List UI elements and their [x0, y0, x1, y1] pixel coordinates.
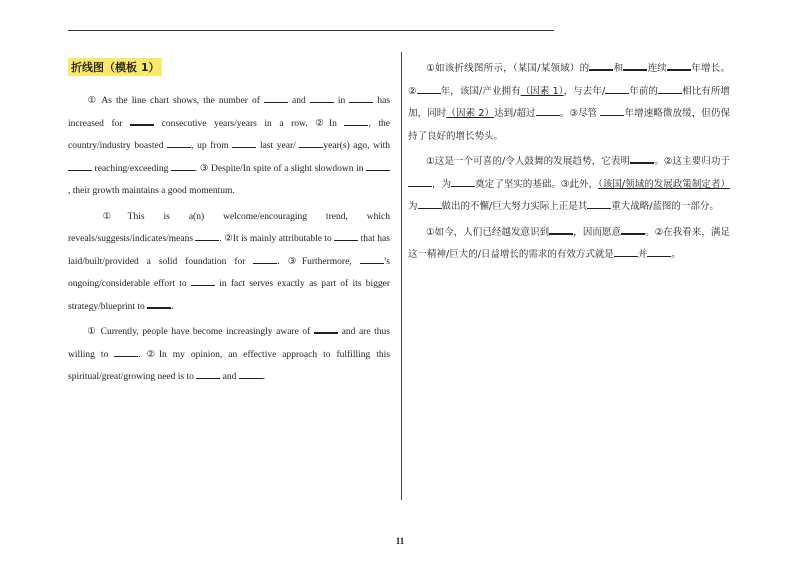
text-run: 做出的不懈/巨大努力实际上正是其 [441, 201, 588, 212]
fill-blank[interactable] [647, 247, 671, 257]
left-paragraph-2 [68, 206, 390, 319]
fill-blank[interactable] [310, 93, 334, 103]
fill-blank[interactable] [334, 231, 358, 241]
fill-blank[interactable] [417, 84, 441, 94]
text-run: last year/ [256, 141, 300, 151]
text-run: ，为 [432, 178, 452, 190]
fill-blank[interactable] [253, 254, 277, 264]
fill-blank[interactable] [196, 369, 220, 379]
text-run: 相比有所增加，同时 [408, 85, 730, 119]
fill-blank[interactable] [630, 153, 654, 164]
fill-blank[interactable] [549, 224, 573, 235]
fill-blank[interactable] [264, 93, 288, 103]
fill-blank[interactable] [191, 276, 215, 286]
text-run: ，因而愿意 [573, 226, 622, 238]
text-run: 。 [671, 249, 681, 260]
fill-blank[interactable] [239, 369, 263, 379]
fill-blank[interactable] [366, 161, 390, 171]
right-paragraph-3 [408, 222, 730, 267]
factor-1-label: （因素 1） [520, 85, 564, 97]
fill-blank[interactable] [232, 138, 256, 148]
left-paragraph-3 [68, 321, 390, 389]
fill-blank[interactable] [344, 116, 368, 126]
right-column [408, 58, 730, 270]
fill-blank[interactable] [623, 60, 647, 71]
fill-blank[interactable] [130, 115, 154, 126]
fill-blank[interactable] [147, 298, 171, 309]
text-run: ’s ongoing/considerable effort to [68, 256, 390, 289]
text-run: . ②In my opinion, an effective approach to fulfilling this spiritual/great/growing need is to [68, 349, 390, 382]
fill-blank[interactable] [451, 177, 475, 187]
fill-blank[interactable] [68, 161, 92, 171]
text-run: 重大战略/蓝图的一部分。 [611, 201, 719, 212]
text-run: ①This is a(n) welcome/encouraging trend, which reveals/suggests/indicates/means [68, 211, 390, 244]
text-run: 年前的 [629, 85, 659, 97]
text-run: ①如该折线图所示，（某国/某领域）的 [426, 63, 590, 74]
text-run: 年增长。② [408, 63, 730, 97]
text-run: 。②在我看来，满足这一精神/巨大的/日益增长的需求的有效方式就是 [408, 226, 730, 260]
text-run: and [287, 96, 310, 106]
text-run: , their growth maintains a good momentum. [68, 186, 235, 196]
text-run: . ②It is mainly attributable to [219, 234, 335, 244]
text-run: ①这是一个可喜的/令人鼓舞的发展趋势，它表明 [426, 156, 631, 167]
text-run: and [220, 372, 239, 382]
fill-blank[interactable] [600, 106, 624, 116]
fill-blank[interactable] [587, 199, 611, 209]
text-run: ① As the line chart shows, the number of [86, 96, 264, 106]
text-run: 并 [637, 249, 648, 260]
text-run: reaching/exceeding [92, 163, 171, 174]
text-run: . [262, 372, 266, 382]
column-divider [401, 52, 402, 500]
policy-maker-label: （该国/领域的发展政策制定者） [598, 178, 730, 190]
text-run: 和 [613, 63, 624, 74]
fill-blank[interactable] [621, 224, 645, 235]
fill-blank[interactable] [314, 323, 338, 334]
text-run: 达到/超过 [494, 108, 536, 119]
text-run: 。③尽管 [559, 108, 601, 119]
text-run: . [171, 301, 174, 312]
text-run: 连续 [647, 63, 668, 74]
text-run: consecutive years/years in a row. ②In [154, 118, 345, 129]
text-run: 年增速略微放缓，但仍保持了良好的增长势头。 [408, 108, 730, 142]
text-run: 为 [408, 201, 418, 212]
right-paragraph-2 [408, 151, 730, 219]
fill-blank[interactable] [408, 177, 432, 187]
fill-blank[interactable] [167, 138, 191, 148]
fill-blank[interactable] [658, 84, 682, 94]
fill-blank[interactable] [589, 60, 613, 71]
text-run: 年，该国/产业拥有 [440, 85, 521, 97]
text-run: , up from [191, 141, 233, 151]
fill-blank[interactable] [418, 199, 442, 209]
text-run: ①如今，人们已经越发意识到 [426, 226, 550, 238]
fill-blank[interactable] [667, 60, 691, 71]
fill-blank[interactable] [171, 161, 195, 171]
right-paragraph-1 [408, 58, 730, 148]
page-number: 11 [395, 536, 405, 546]
fill-blank[interactable] [360, 254, 384, 264]
text-run: that has laid/built/provided a solid foundation for [68, 234, 390, 267]
text-run: year(s) ago, with [323, 141, 390, 151]
fill-blank[interactable] [195, 231, 219, 241]
text-run: and are thus willing to [68, 327, 391, 360]
fill-blank[interactable] [349, 93, 373, 103]
left-column [68, 58, 390, 392]
text-run: 奠定了坚实的基础。③此外， [475, 178, 599, 190]
text-run: ① Currently, people have become increasingly aware of [86, 327, 314, 337]
text-run: has increased for [68, 96, 391, 129]
section-title: 折线图（模板 1） [68, 58, 162, 76]
text-run: ，与去年/ [563, 85, 606, 97]
text-run: . ③ Despite/In spite of a slight slowdown in [194, 163, 366, 174]
top-rule [68, 30, 554, 31]
fill-blank[interactable] [614, 247, 638, 257]
factor-2-label: （因素 2） [446, 108, 495, 119]
text-run: , the country/industry boasted [68, 118, 390, 151]
left-paragraph-1 [68, 90, 390, 203]
text-run: in fact serves exactly as part of its bigger strategy/blueprint to [68, 279, 390, 312]
fill-blank[interactable] [605, 84, 629, 94]
fill-blank[interactable] [299, 138, 323, 148]
fill-blank[interactable] [114, 347, 138, 357]
fill-blank[interactable] [536, 106, 560, 116]
text-run: 。②这主要归功于 [654, 156, 730, 167]
text-run: in [333, 96, 350, 106]
text-run: . ③Furthermore, [277, 256, 360, 267]
